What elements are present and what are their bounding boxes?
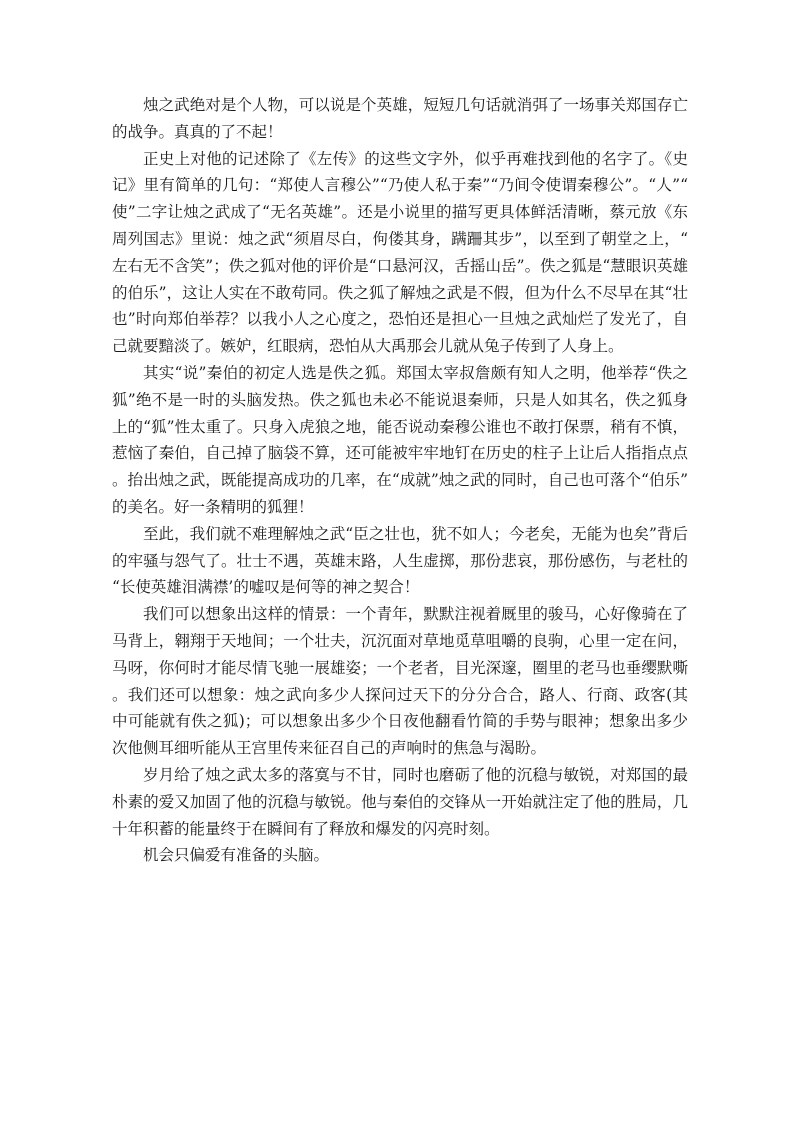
paragraph-7: 机会只偏爱有准备的头脑。 bbox=[143, 846, 330, 865]
paragraph-3: 其实“说”秦伯的初定人选是佚之狐。郑国太宰叔詹颇有知人之明，他举荐“佚之狐”绝不是一时的头脑发热。佚之狐也未必不能说退秦师，只是人如其名，佚之狐身上的“狐”性太重了。只身入虎狼之地，能否说动秦穆公谁也不敢打保票，稍有不慎，惹恼了秦伯，自己掉了脑袋不算，还可能被牢牢地钉在历史的柱子上让后人指指点点。抬出烛之武，既能提高成功的几率，在“成就”烛之武的同时，自己也可落个“伯乐”的美名。好一条精明的狐狸！ bbox=[112, 363, 688, 516]
paragraph-6: 岁月给了烛之武太多的落寞与不甘，同时也磨砺了他的沉稳与敏锐，对郑国的最朴素的爱又加固了他的沉稳与敏锐。他与秦伯的交锋从一开始就注定了他的胜局，几十年积蓄的能量终于在瞬间有了释放和爆发的闪亮时刻。 bbox=[112, 765, 688, 838]
document-page bbox=[112, 92, 688, 869]
paragraph-2: 正史上对他的记述除了《左传》的这些文字外，似乎再难找到他的名字了。《史记》里有简单的几句：“郑使人言穆公”“乃使人私于秦”“乃间令使谓秦穆公”。“人”“使”二字让烛之武成了“无名英雄”。还是小说里的描写更具体鲜活清晰，蔡元放《东周列国志》里说：烛之武“须眉尽白，佝偻其身，蹒跚其步”，以至到了朝堂之上，“左右无不含笑”；佚之狐对他的评价是“口悬河汉，舌摇山岳”。佚之狐是“慧眼识英雄的伯乐”，这让人实在不敢苟同。佚之狐了解烛之武是不假，但为什么不尽早在其“壮也”时向郑伯举荐？以我小人之心度之，恐怕还是担心一旦烛之武灿烂了发光了，自己就要黯淡了。嫉妒，红眼病，恐怕从大禹那会儿就从兔子传到了人身上。 bbox=[112, 149, 688, 356]
paragraph-5: 我们可以想象出这样的情景：一个青年，默默注视着厩里的骏马，心好像骑在了马背上，翱翔于天地间；一个壮夫，沉沉面对草地觅草咀嚼的良驹，心里一定在问，马呀，你何时才能尽情飞驰一展雄姿；一个老者，目光深邃，圈里的老马也垂缨默嘶。我们还可以想象：烛之武向多少人探问过天下的分分合合，路人、行商、政客(其中可能就有佚之狐)；可以想象出多少个日夜他翻看竹简的手势与眼神；想象出多少次他侧耳细听能从王宫里传来征召自己的声响时的焦急与渴盼。 bbox=[112, 605, 688, 758]
paragraph-4: 至此，我们就不难理解烛之武“臣之壮也，犹不如人；今老矣，无能为也矣”背后的牢骚与怨气了。壮士不遇，英雄末路，人生虚掷，那份悲哀，那份感伤，与老杜的“长使英雄泪满襟’的嘘叹是何等的神之契合！ bbox=[112, 524, 688, 597]
paragraph-1: 烛之武绝对是个人物，可以说是个英雄，短短几句话就消弭了一场事关郑国存亡的战争。真真的了不起！ bbox=[112, 96, 688, 141]
